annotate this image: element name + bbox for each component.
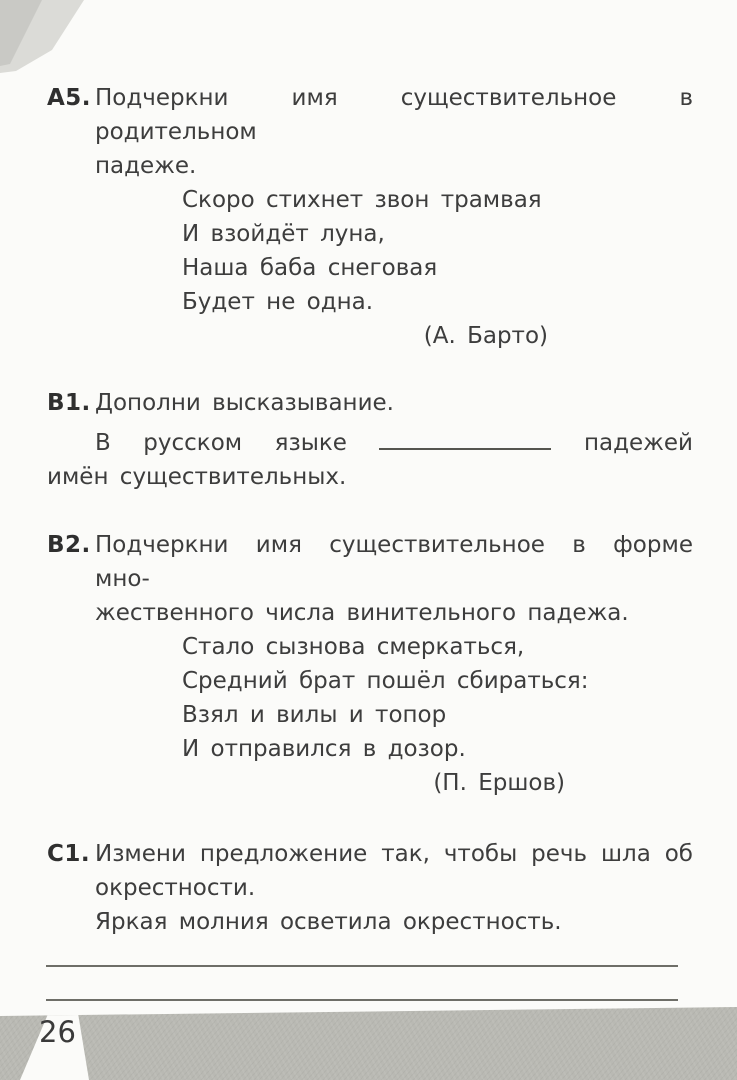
task-b2-poem — [182, 630, 693, 766]
task-a5-poem — [182, 183, 693, 319]
task-c1-sentence: Яркая молния осветила окрестность. — [95, 909, 562, 935]
poem-line: И взойдёт луна, — [182, 221, 385, 247]
poem-line: Стало сызнова смеркаться, — [182, 634, 525, 660]
task-b1-fill-line — [95, 426, 693, 460]
page-content — [47, 81, 693, 1035]
task-a5-body — [95, 81, 693, 353]
poem-line: Будет не одна. — [182, 289, 374, 315]
task-a5-label: А5. — [47, 85, 92, 111]
task-b2-prompt-line-1: Подчеркни имя существительное в форме мно- — [95, 532, 693, 592]
task-c1-prompt-line-1: Измени предложение так, чтобы речь шла об — [95, 841, 693, 867]
task-a5-poem-attribution: (А. Барто) — [423, 323, 548, 349]
poem-line: Скоро стихнет звон трамвая — [182, 187, 542, 213]
task-a5-prompt-line-1: Подчеркни имя существительное в родительном — [95, 85, 693, 145]
poem-line: Средний брат пошёл сбираться: — [182, 668, 589, 694]
task-b1-body — [95, 386, 693, 460]
task-c1-body — [95, 837, 693, 939]
task-a5 — [47, 81, 693, 353]
task-c1 — [47, 837, 693, 939]
task-b1-fill-blank — [379, 428, 551, 450]
task-b1-label: В1. — [47, 390, 91, 416]
task-b1 — [47, 386, 693, 460]
page-number: 26 — [39, 1015, 76, 1049]
task-b1-fill-after: падежей — [583, 430, 693, 456]
task-b1-fill-before: В русском языке — [95, 430, 347, 456]
poem-line: Наша баба снеговая — [182, 255, 438, 281]
task-c1-label: С1. — [47, 841, 91, 867]
footer-scan-band — [0, 1007, 737, 1080]
task-b2-label: В2. — [47, 532, 91, 558]
answer-line — [46, 999, 678, 1001]
task-b2 — [47, 528, 693, 800]
task-c1-prompt-line-2: окрестности. — [95, 875, 256, 901]
poem-line: И отправился в дозор. — [182, 736, 466, 762]
poem-line: Взял и вилы и топор — [182, 702, 447, 728]
task-b1-prompt: Дополни высказывание. — [95, 390, 394, 416]
task-a5-prompt-line-2: падеже. — [95, 153, 197, 179]
answer-line — [46, 965, 678, 967]
task-b2-prompt-line-2: жественного числа винительного падежа. — [95, 600, 629, 626]
task-b2-poem-attribution: (П. Ершов) — [433, 770, 565, 796]
task-b1-continuation: имён существительных. — [47, 464, 347, 490]
task-b2-body — [95, 528, 693, 800]
